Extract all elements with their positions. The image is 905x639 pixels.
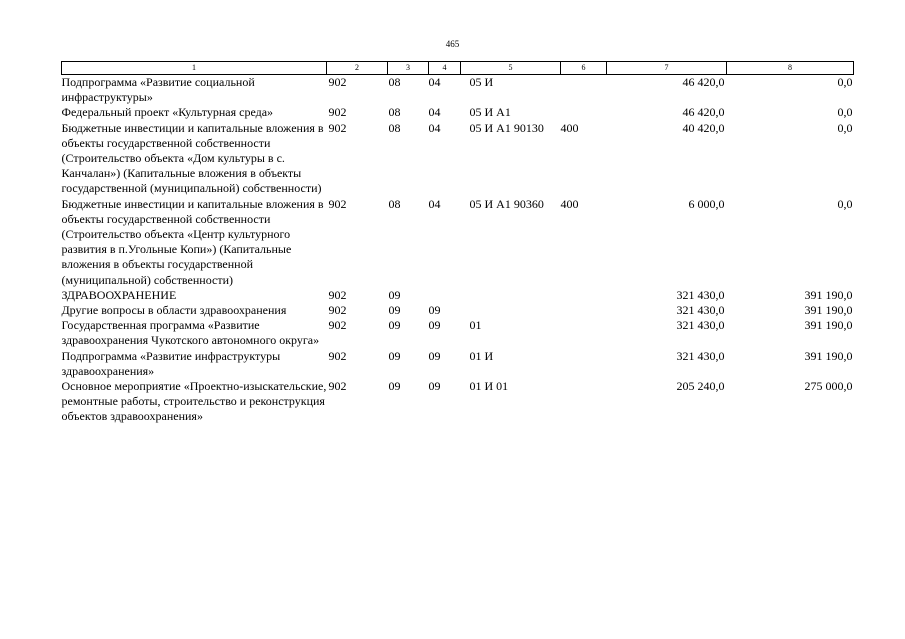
row-target: 01 И 01 xyxy=(469,379,509,394)
table-row xyxy=(62,288,854,303)
row-target: 05 И А1 90130 xyxy=(469,120,544,135)
row-section: 08 xyxy=(388,196,401,211)
row-gov-code: 902 xyxy=(328,105,347,120)
row-col7-amount: 6 000,0 xyxy=(688,196,725,211)
row-col7-amount: 321 430,0 xyxy=(676,303,725,318)
row-gov-code: 902 xyxy=(328,120,347,135)
row-gov-code: 902 xyxy=(328,379,347,394)
row-name: Подпрограмма «Развитие инфраструктуры здравоохранения» xyxy=(61,348,281,378)
table-row xyxy=(62,105,854,120)
table-row xyxy=(62,197,854,288)
row-gov-code: 902 xyxy=(328,75,347,89)
row-section: 08 xyxy=(388,105,401,120)
row-target xyxy=(461,288,561,303)
row-subsection: 04 xyxy=(428,196,441,211)
row-section: 09 xyxy=(388,379,401,394)
row-expense-type xyxy=(561,288,607,303)
header-col-4: 4 xyxy=(429,62,461,75)
row-subsection: 09 xyxy=(428,379,441,394)
row-target xyxy=(461,303,561,318)
row-expense-type xyxy=(561,379,607,425)
row-col7-amount: 46 420,0 xyxy=(682,105,725,120)
row-section: 08 xyxy=(388,75,401,89)
table-row xyxy=(62,121,854,197)
header-col-5: 5 xyxy=(461,62,561,75)
row-col7-amount: 321 430,0 xyxy=(676,348,725,363)
header-col-6: 6 xyxy=(561,62,607,75)
row-name: Основное мероприятие «Проектно-изыскательские, ремонтные работы, строительство и реконструкция объектов здравоохранения» xyxy=(61,379,327,424)
row-subsection: 04 xyxy=(428,75,441,89)
row-target: 05 И А1 xyxy=(469,105,511,120)
row-expense-type xyxy=(561,75,607,106)
row-subsection: 09 xyxy=(428,348,441,363)
row-name: Бюджетные инвестиции и капитальные вложения в объекты государственной собственности (Строительство объекта «Дом культуры в с. Канчалан») (Капитальные вложения в объекты государственной (муниципальной) собственности) xyxy=(61,120,324,196)
row-col7-amount: 321 430,0 xyxy=(676,287,725,302)
table-row xyxy=(62,349,854,379)
row-target: 05 И xyxy=(469,75,494,89)
table-row xyxy=(62,379,854,425)
row-name: Федеральный проект «Культурная среда» xyxy=(61,105,274,120)
row-col7-amount: 46 420,0 xyxy=(682,75,725,89)
row-expense-type xyxy=(561,349,607,379)
header-col-7: 7 xyxy=(607,62,727,75)
row-subsection: 04 xyxy=(428,120,441,135)
row-target: 05 И А1 90360 xyxy=(469,196,544,211)
row-col8-amount: 391 190,0 xyxy=(804,287,853,302)
row-expense-type xyxy=(561,105,607,120)
row-expense-type: 400 xyxy=(560,196,579,211)
row-col7-amount: 40 420,0 xyxy=(682,120,725,135)
table-body xyxy=(62,75,854,425)
row-col8-amount: 391 190,0 xyxy=(804,318,853,333)
row-name: Государственная программа «Развитие здравоохранения Чукотского автономного округа» xyxy=(61,318,320,348)
row-section: 09 xyxy=(388,287,401,302)
table-header xyxy=(62,62,854,75)
row-subsection: 04 xyxy=(428,105,441,120)
row-gov-code: 902 xyxy=(328,287,347,302)
row-gov-code: 902 xyxy=(328,348,347,363)
row-col8-amount: 275 000,0 xyxy=(804,379,853,394)
header-col-3: 3 xyxy=(388,62,429,75)
row-col7-amount: 205 240,0 xyxy=(676,379,725,394)
row-col7-amount: 321 430,0 xyxy=(676,318,725,333)
row-col8-amount: 0,0 xyxy=(837,75,853,89)
row-target: 01 xyxy=(469,318,482,333)
row-expense-type: 400 xyxy=(560,120,579,135)
row-col8-amount: 391 190,0 xyxy=(804,303,853,318)
table-row xyxy=(62,318,854,348)
row-subsection xyxy=(429,288,461,303)
header-col-8: 8 xyxy=(727,62,854,75)
table-row xyxy=(62,75,854,106)
row-expense-type xyxy=(561,318,607,348)
row-col8-amount: 0,0 xyxy=(837,105,853,120)
row-name: Подпрограмма «Развитие социальной инфраструктуры» xyxy=(61,75,255,105)
row-subsection: 09 xyxy=(428,318,441,333)
row-subsection: 09 xyxy=(428,303,441,318)
budget-table xyxy=(61,61,854,425)
row-section: 08 xyxy=(388,120,401,135)
row-name: Другие вопросы в области здравоохранения xyxy=(61,303,287,318)
row-expense-type xyxy=(561,303,607,318)
row-gov-code: 902 xyxy=(328,318,347,333)
page-number: 465 xyxy=(445,39,460,49)
header-row xyxy=(62,62,854,75)
row-section: 09 xyxy=(388,348,401,363)
row-name: Бюджетные инвестиции и капитальные вложения в объекты государственной собственности (Строительство объекта «Центр культурного развития в п.Угольные Копи») (Капитальные вложения в объекты государственной (муниципальной) собственности) xyxy=(61,196,324,287)
row-gov-code: 902 xyxy=(328,303,347,318)
row-gov-code: 902 xyxy=(328,196,347,211)
table-row xyxy=(62,303,854,318)
header-col-2: 2 xyxy=(327,62,388,75)
header-col-1: 1 xyxy=(62,62,327,75)
row-target: 01 И xyxy=(469,348,494,363)
row-col8-amount: 391 190,0 xyxy=(804,348,853,363)
row-name: ЗДРАВООХРАНЕНИЕ xyxy=(61,287,177,302)
row-col8-amount: 0,0 xyxy=(837,120,853,135)
row-col8-amount: 0,0 xyxy=(837,196,853,211)
row-section: 09 xyxy=(388,303,401,318)
row-section: 09 xyxy=(388,318,401,333)
